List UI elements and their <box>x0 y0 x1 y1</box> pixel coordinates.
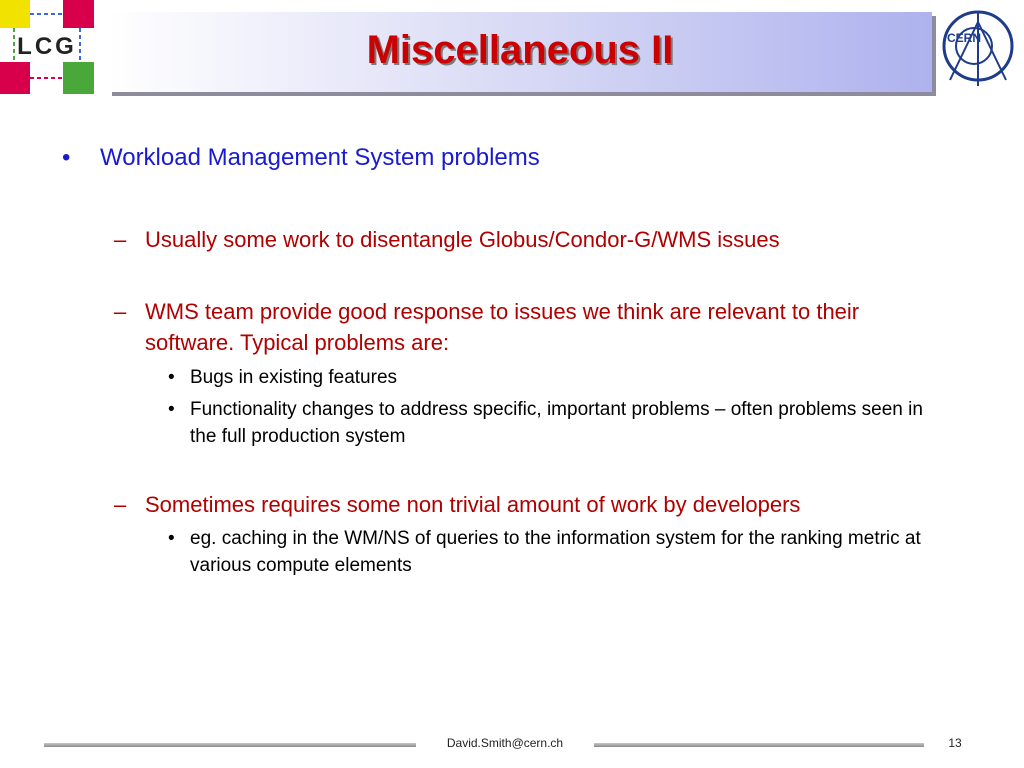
bullet-wms-problems: Workload Management System problems <box>100 144 540 171</box>
dash-marker: – <box>114 299 127 324</box>
subbullet-wms-team: WMS team provide good response to issues we think are relevant to their software. Typical problems are: <box>145 299 860 355</box>
subbullet-disentangle: Usually some work to disentangle Globus/Condor-G/WMS issues <box>145 227 780 252</box>
lcg-logo <box>0 0 94 94</box>
bullet-marker: • <box>62 144 71 171</box>
page-number: 13 <box>948 736 962 750</box>
svg-text:CERN: CERN <box>946 31 982 45</box>
title-banner <box>108 12 932 92</box>
dash-marker: – <box>114 227 127 252</box>
footer-email: David.Smith@cern.ch <box>446 736 564 750</box>
subbullet-nontrivial-work: Sometimes requires some non trivial amount of work by developers <box>145 492 801 517</box>
subsubbullet-caching: eg. caching in the WM/NS of queries to the information system for the ranking metric at various compute elements <box>190 528 921 576</box>
subsub-bullet-marker: • <box>168 367 175 388</box>
subsubbullet-bugs: Bugs in existing features <box>190 367 398 388</box>
dash-marker: – <box>114 492 127 517</box>
subsub-bullet-marker: • <box>168 399 175 420</box>
subsub-bullet-marker: • <box>168 528 175 549</box>
slide-title: Miscellaneous II <box>366 28 674 72</box>
footer-rule-left <box>44 743 416 747</box>
cern-logo <box>938 6 1018 92</box>
footer-rule-right <box>594 743 924 747</box>
svg-text:LCG: LCG <box>17 33 77 60</box>
subsubbullet-functionality: Functionality changes to address specific, important problems – often problems seen in the full production system <box>190 399 923 447</box>
